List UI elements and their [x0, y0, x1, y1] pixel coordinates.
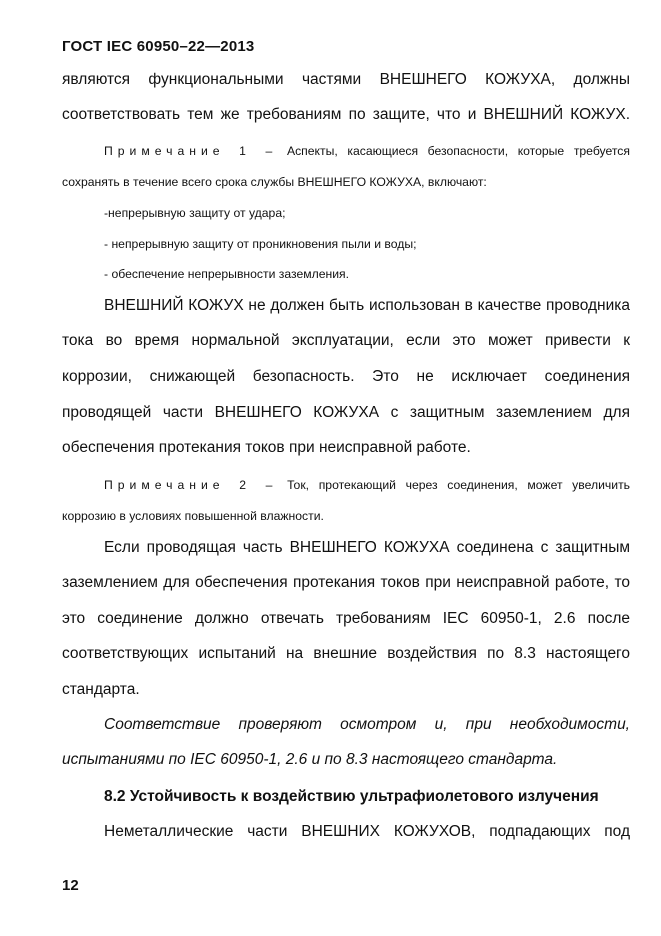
paragraph-line: коррозии, снижающей безопасность. Это не исключает соединения [62, 368, 630, 385]
note-1-first-line [104, 141, 630, 161]
note-1-label: Примечание 1 – [104, 144, 278, 158]
paragraph-line: Если проводящая часть ВНЕШНЕГО КОЖУХА соединена с защитным [104, 539, 630, 556]
document-header: ГОСТ IEC 60950–22—2013 [62, 38, 255, 55]
paragraph-line: соответствующих испытаний на внешние воздействия по 8.3 настоящего [62, 645, 630, 662]
paragraph-line: это соединение должно отвечать требованиям IEC 60950-1, 2.6 после [62, 610, 630, 627]
note-1-text: Аспекты, касающиеся безопасности, которые требуется [286, 144, 631, 158]
note-2-first-line [104, 475, 630, 495]
note-1-list-item: - непрерывную защиту от проникновения пыли и воды; [104, 237, 417, 251]
compliance-line: Соответствие проверяют осмотром и, при необходимости, [104, 716, 630, 733]
paragraph-line: тока во время нормальной эксплуатации, если это может привести к [62, 332, 630, 349]
note-2-text: Ток, протекающий через соединения, может увеличить [287, 478, 630, 492]
paragraph-line: являются функциональными частями ВНЕШНЕГО КОЖУХА, должны [62, 71, 630, 88]
paragraph-line: ВНЕШНИЙ КОЖУХ не должен быть использован в качестве проводника [104, 297, 630, 314]
paragraph-line: проводящей части ВНЕШНЕГО КОЖУХА с защитным заземлением для [62, 404, 630, 421]
paragraph-line: Неметаллические части ВНЕШНИХ КОЖУХОВ, подпадающих под [104, 823, 630, 840]
note-1-line: сохранять в течение всего срока службы ВНЕШНЕГО КОЖУХА, включают: [62, 175, 487, 189]
paragraph-line: соответствовать тем же требованиям по защите, что и ВНЕШНИЙ КОЖУХ. [62, 106, 630, 123]
paragraph-line: заземлением для обеспечения протекания токов при неисправной работе, то [62, 574, 630, 591]
section-heading: 8.2 Устойчивость к воздействию ультрафиолетового излучения [104, 788, 599, 805]
note-1-list-item: -непрерывную защиту от удара; [104, 206, 286, 220]
paragraph-line: стандарта. [62, 681, 140, 698]
compliance-line: испытаниями по IEC 60950-1, 2.6 и по 8.3 настоящего стандарта. [62, 751, 558, 768]
page-number: 12 [62, 877, 79, 894]
note-1-list-item: - обеспечение непрерывности заземления. [104, 267, 350, 281]
paragraph-line: обеспечения протекания токов при неисправной работе. [62, 439, 471, 456]
note-2-line: коррозию в условиях повышенной влажности. [62, 509, 324, 523]
note-2-label: Примечание 2 – [104, 478, 278, 492]
